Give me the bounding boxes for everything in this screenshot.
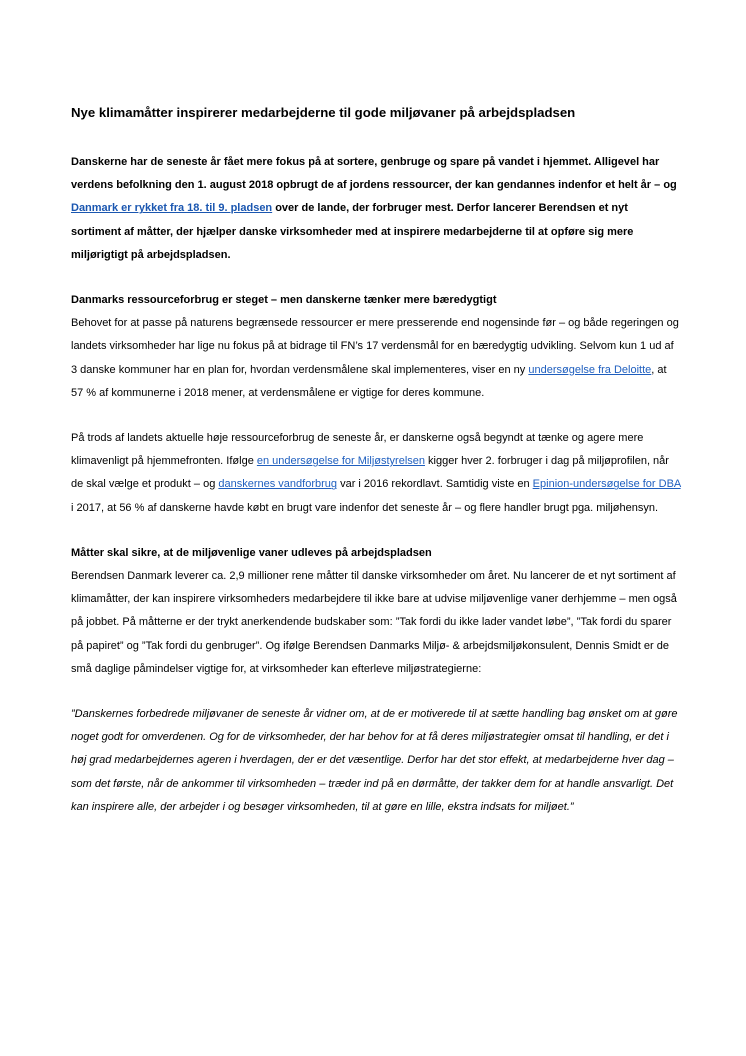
section2-paragraph-1: Berendsen Danmark leverer ca. 2,9 millioner rene måtter til danske virksomheder om året. Nu lancerer de et nyt sortiment af klimamåtter, der kan inspirere virksomheders medarbejdere til ikke bare at udvise miljøvenlige vaner derhjemme – men også på jobbet. På måtterne er der trykt anerkendende budskaber som: ”Tak fordi du ikke lader vandet løbe”, ”Tak fordi du sparer på papiret” og ”Tak fordi du genbruger”. Og ifølge Berendsen Danmarks Miljø- & arbejdsmiljøkonsulent, Dennis Smidt er de små daglige påmindelser vigtige for, at virksomheder kan efterleve miljøstrategierne:	[71, 570, 677, 675]
lead-text-1: Danskerne har de seneste år fået mere fokus på at sortere, genbruge og spare på vandet i hjemmet. Alligevel har verdens befolkning den 1. august 2018 opbrugt de af jordens ressourcer, der kan gendannes indenfor et helt år – og	[71, 156, 677, 192]
section1-paragraph-1	[71, 312, 681, 405]
section1-p2-text-4: i 2017, at 56 % af danskerne havde købt en brugt vare indenfor det seneste år – og flere handler brugt pga. miljøhensyn.	[71, 501, 659, 514]
section1-p2-text-1: På trods af landets aktuelle høje ressourceforbrug de seneste år, er danskerne også begyndt at tænke og agere mere klimavenligt på hjemmefronten. Ifølge	[71, 432, 644, 468]
link-miljostyrelsen-survey[interactable]: en undersøgelse for Miljøstyrelsen	[256, 455, 425, 468]
link-epinion-survey[interactable]: Epinion-undersøgelse for DBA	[532, 478, 681, 491]
quote-paragraph: ”Danskernes forbedrede miljøvaner de seneste år vidner om, at de er motiverede til at sætte handling bag ønsket om at gøre noget godt for omverdenen. Og for de virksomheder, der har behov for at få deres miljøstrategier omsat til handling, er det i høj grad medarbejdernes ageren i hverdagen, der er det væsentlige. Derfor har det stor effekt, at medarbejderne hver dag – som det første, når de ankommer til virksomheden – træder ind på en dørmåtte, der takker dem for at handle ansvarligt. Det kan inspirere alle, der arbejder i og besøger virksomheden, til at gøre en lille, ekstra indsats for miljøet.”	[71, 708, 678, 813]
section-heading-mats-workplace: Måtter skal sikre, at de miljøvenlige vaner udleves på arbejdspladsen	[71, 546, 432, 559]
section1-p1-text-2: , at 57 % af kommunerne i 2018 mener, at verdensmålene er vigtige for deres kommune.	[71, 363, 667, 399]
document-page	[71, 104, 681, 819]
lead-paragraph	[71, 151, 681, 267]
link-water-consumption[interactable]: danskernes vandforbrug	[218, 478, 338, 491]
document-title: Nye klimamåtter inspirerer medarbejderne til gode miljøvaner på arbejdspladsen	[71, 105, 576, 120]
section1-p2-text-2: kigger hver 2. forbruger i dag på miljøprofilen, når de skal vælge et produkt – og	[71, 455, 669, 491]
section-heading-resource-consumption: Danmarks ressourceforbrug er steget – men danskerne tænker mere bæredygtigt	[71, 294, 497, 307]
link-denmark-ranking[interactable]: Danmark er rykket fra 18. til 9. pladsen	[71, 202, 273, 215]
link-deloitte-survey[interactable]: undersøgelse fra Deloitte	[528, 363, 652, 376]
lead-text-2: over de lande, der forbruger mest. Derfor lancerer Berendsen et nyt sortiment af måtter, der hjælper danske virksomheder med at inspirere medarbejderne til at opføre sig mere miljørigtigt på arbejdspladsen.	[71, 202, 634, 261]
section1-p2-text-3: var i 2016 rekordlavt. Samtidig viste en	[337, 478, 533, 491]
section1-p1-text-1: Behovet for at passe på naturens begrænsede ressourcer er mere presserende end nogensinde før – og både regeringen og landets virksomheder har lige nu fokus på at bidrage til FN’s 17 verdensmål for en bæredygtig udvikling. Selvom kun 1 ud af 3 danske kommuner har en plan for, hvordan verdensmålene skal implementeres, viser en ny	[71, 317, 679, 376]
section1-paragraph-2	[71, 427, 681, 520]
